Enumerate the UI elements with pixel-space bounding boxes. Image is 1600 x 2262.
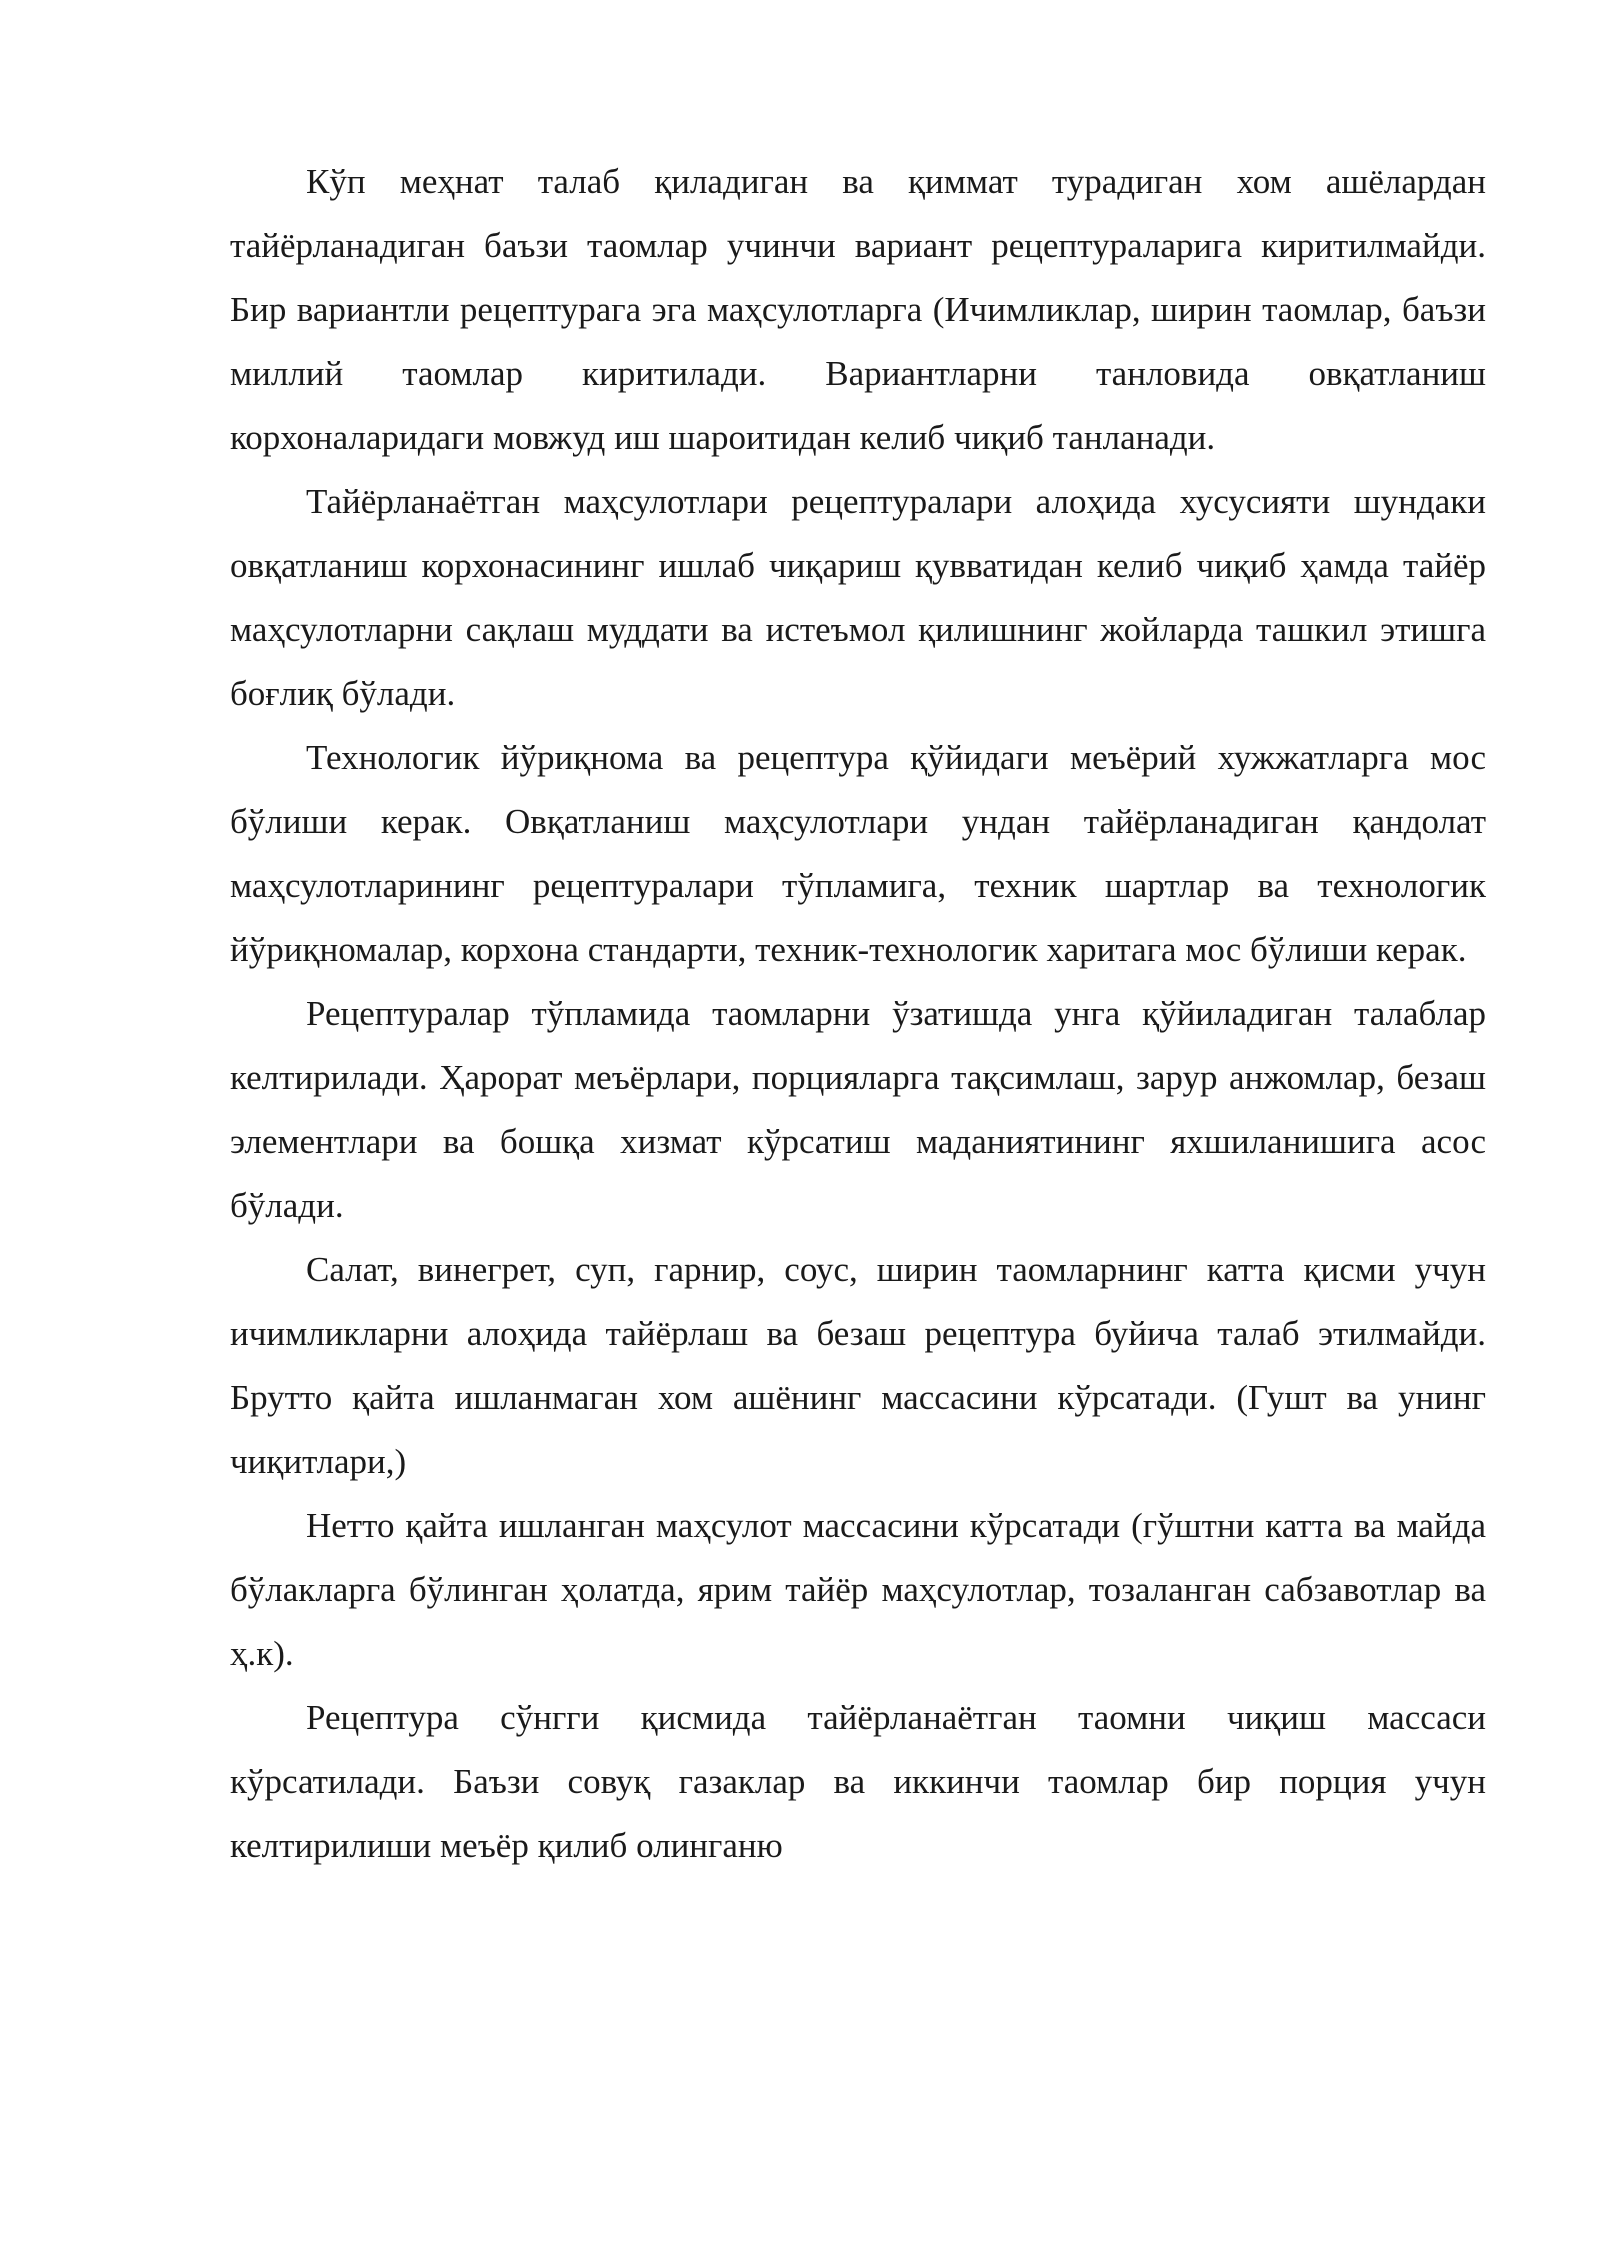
paragraph-2: Тайёрланаётган маҳсулотлари рецептуралари алоҳида хусусияти шундаки овқатланиш корхонасининг ишлаб чиқариш қувватидан келиб чиқиб ҳамда тайёр маҳсулотларни сақлаш муддати ва истеъмол қилишнинг жойларда ташкил этишга боғлиқ бўлади. (230, 482, 1486, 713)
document-body (230, 150, 1486, 1878)
paragraph-4: Рецептуралар тўпламида таомларни ўзатишда унга қўйиладиган талаблар келтирилади. Ҳарорат меъёрлари, порцияларга тақсимлаш, зарур анжомлар, безаш элементлари ва бошқа хизмат кўрсатиш маданиятининг яхшиланишига асос бўлади. (230, 994, 1486, 1225)
paragraph-6: Нетто қайта ишланган маҳсулот массасини кўрсатади (гўштни катта ва майда бўлакларга бўлинган ҳолатда, ярим тайёр маҳсулотлар, тозаланган сабзавотлар ва ҳ.к). (230, 1506, 1486, 1673)
paragraph-1: Кўп меҳнат талаб қиладиган ва қиммат турадиган хом ашёлардан тайёрланадиган баъзи таомлар учинчи вариант рецептураларига киритилмайди. Бир вариантли рецептурага эга маҳсулотларга (Ичимликлар, ширин таомлар, баъзи миллий таомлар киритилади. Вариантларни танловида овқатланиш корхоналаридаги мовжуд иш шароитидан келиб чиқиб танланади. (230, 162, 1486, 457)
paragraph-5: Салат, винегрет, суп, гарнир, соус, ширин таомларнинг катта қисми учун ичимликларни алоҳида тайёрлаш ва безаш рецептура буйича талаб этилмайди. Брутто қайта ишланмаган хом ашёнинг массасини кўрсатади. (Гушт ва унинг чиқитлари,) (230, 1250, 1486, 1481)
paragraph-7: Рецептура сўнгги қисмида тайёрланаётган таомни чиқиш массаси кўрсатилади. Баъзи совуқ газаклар ва иккинчи таомлар бир порция учун келтирилиши меъёр қилиб олинганю (230, 1698, 1486, 1865)
paragraph-3: Технологик йўриқнома ва рецептура қўйидаги меъёрий хужжатларга мос бўлиши керак. Овқатланиш маҳсулотлари ундан тайёрланадиган қандолат маҳсулотларининг рецептуралари тўпламига, техник шартлар ва технологик йўриқномалар, корхона стандарти, техник-технологик харитага мос бўлиши керак. (230, 738, 1486, 969)
